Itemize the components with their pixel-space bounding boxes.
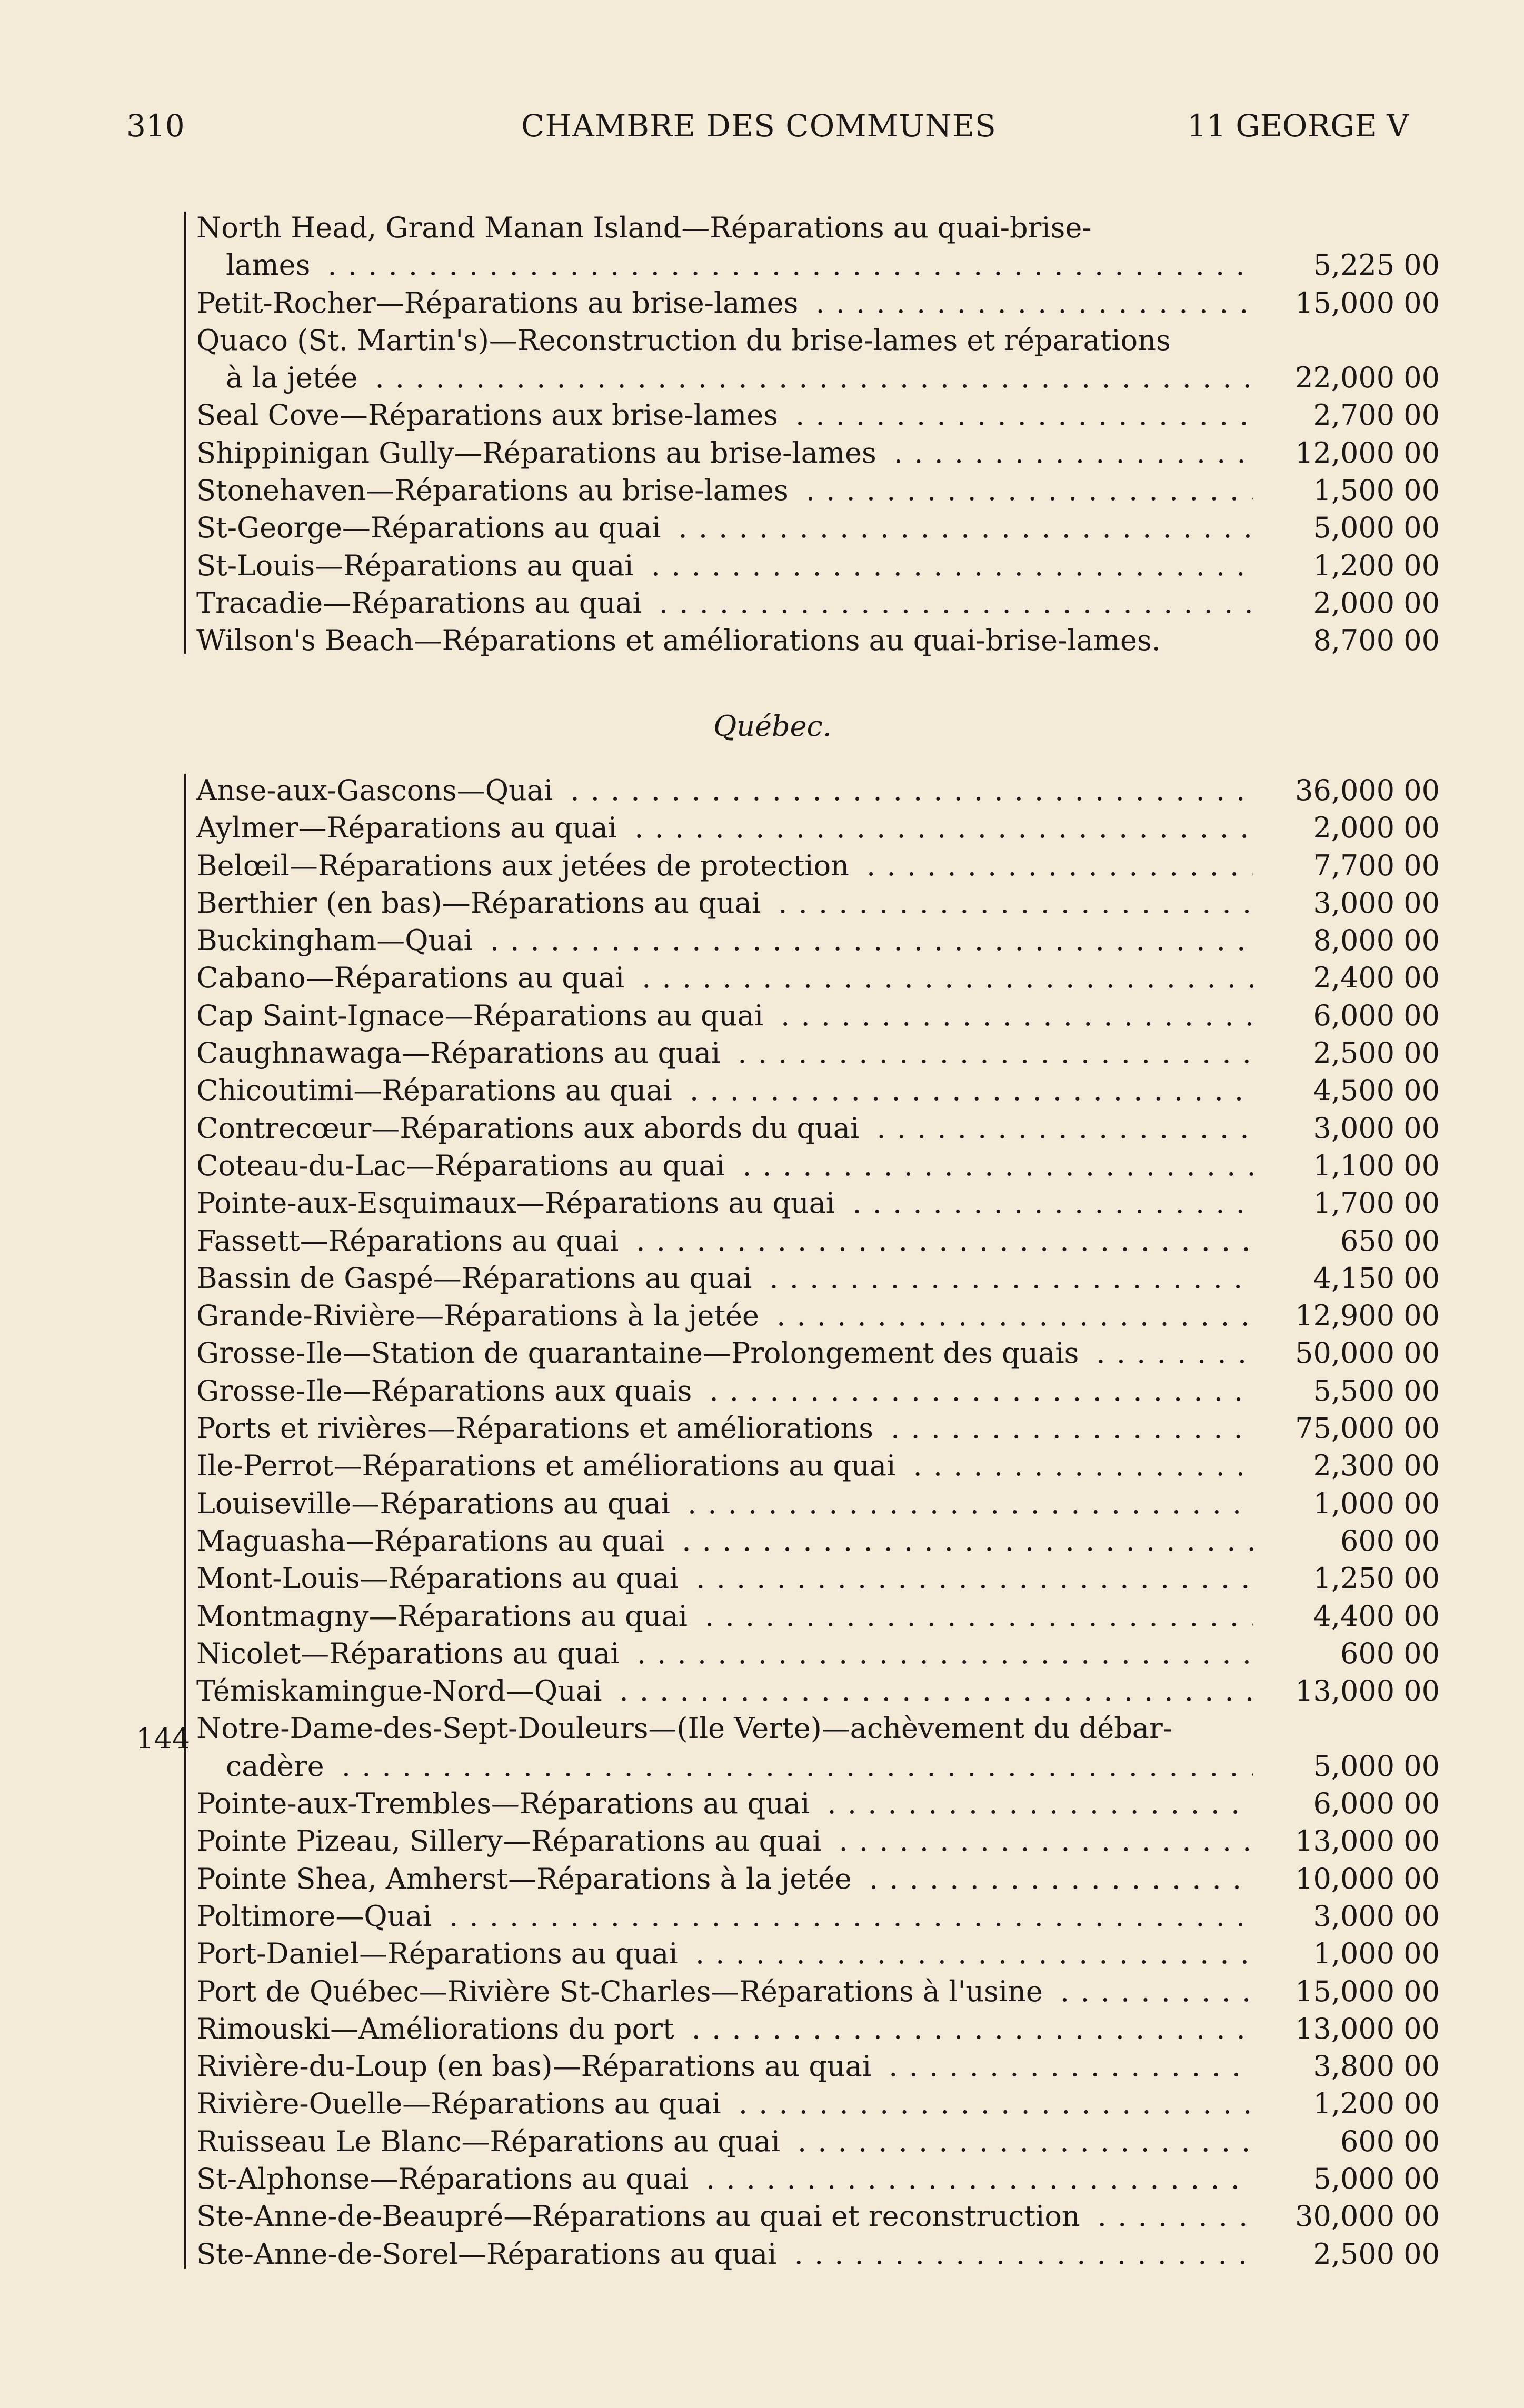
table-row xyxy=(187,2123,1450,2160)
row-description-text: Berthier (en bas)—Réparations au quai xyxy=(196,886,768,920)
row-description xyxy=(196,959,1253,996)
row-description-text: Nicolet—Réparations au quai xyxy=(196,1637,627,1670)
row-description-text: Buckingham—Quai xyxy=(196,924,480,957)
table-row xyxy=(187,359,1450,396)
row-description-text: Ports et rivières—Réparations et améliorations xyxy=(196,1412,881,1445)
table-row xyxy=(187,509,1450,546)
row-amount: 2,000 00 xyxy=(1313,811,1440,845)
row-description xyxy=(196,1710,1253,1747)
row-description-text: Caughnawaga—Réparations au quai xyxy=(196,1036,728,1070)
row-amount: 8,000 00 xyxy=(1313,924,1440,957)
row-description-text: Wilson's Beach—Réparations et améliorations au quai-brise-lames. xyxy=(196,624,1168,657)
row-description xyxy=(196,1860,1253,1897)
section-title-quebec: Québec. xyxy=(713,710,832,743)
table-row xyxy=(187,1672,1450,1710)
page-header xyxy=(0,108,1524,166)
row-description xyxy=(196,997,1253,1034)
row-amount: 13,000 00 xyxy=(1295,1674,1440,1708)
row-description-text: lames xyxy=(226,248,317,282)
row-amount: 6,000 00 xyxy=(1313,1787,1440,1821)
row-amount: 30,000 00 xyxy=(1295,2200,1440,2233)
row-description xyxy=(196,2123,1253,2160)
table-row xyxy=(187,2085,1450,2122)
row-description-text: Port de Québec—Rivière St-Charles—Réparations à l'usine xyxy=(196,1975,1050,2008)
row-description xyxy=(196,1897,1253,1935)
row-description xyxy=(196,434,1253,472)
row-amount: 2,500 00 xyxy=(1313,2237,1440,2271)
table-row xyxy=(187,1860,1450,1897)
row-description xyxy=(226,246,1253,284)
row-amount: 4,150 00 xyxy=(1313,1261,1440,1295)
row-description xyxy=(196,809,1253,846)
row-amount: 1,100 00 xyxy=(1313,1148,1440,1182)
table-row xyxy=(187,1785,1450,1822)
row-amount: 4,500 00 xyxy=(1313,1074,1440,1107)
table-row xyxy=(187,922,1450,959)
table-row xyxy=(187,1372,1450,1410)
row-description xyxy=(196,2085,1253,2122)
row-description-text: North Head, Grand Manan Island—Réparations au quai-brise- xyxy=(196,211,1099,244)
row-description-text: Rimouski—Améliorations du port xyxy=(196,2012,682,2045)
row-description-text: Ile-Perrot—Réparations et améliorations au quai xyxy=(196,1449,903,1482)
row-description xyxy=(196,1635,1253,1672)
row-description xyxy=(196,1822,1253,1860)
row-description xyxy=(196,884,1253,922)
row-description xyxy=(196,2010,1253,2047)
row-description-text: Petit-Rocher—Réparations au brise-lames xyxy=(196,286,805,319)
row-amount: 5,000 00 xyxy=(1313,1749,1440,1783)
row-description xyxy=(196,2160,1253,2197)
row-amount: 5,500 00 xyxy=(1313,1374,1440,1407)
row-description xyxy=(196,1072,1253,1109)
row-amount: 22,000 00 xyxy=(1295,361,1440,395)
table-row xyxy=(187,1034,1450,1072)
row-description-text: Grosse-Ile—Réparations aux quais xyxy=(196,1374,699,1407)
table-row xyxy=(187,1447,1450,1484)
row-description xyxy=(196,1597,1253,1635)
row-amount: 12,000 00 xyxy=(1295,436,1440,469)
table-row xyxy=(187,1747,1450,1785)
table-row xyxy=(187,2010,1450,2047)
row-amount: 1,700 00 xyxy=(1313,1186,1440,1220)
row-description xyxy=(196,1034,1253,1072)
row-description xyxy=(196,1560,1253,1597)
appropriation-table-quebec xyxy=(187,772,1450,2273)
table-row xyxy=(187,622,1450,659)
table-row xyxy=(187,1072,1450,1109)
row-description xyxy=(196,1973,1253,2010)
row-description-text: Coteau-du-Lac—Réparations au quai xyxy=(196,1149,732,1182)
row-amount: 3,000 00 xyxy=(1313,1899,1440,1933)
row-description-text: cadère xyxy=(226,1750,332,1783)
row-amount: 15,000 00 xyxy=(1295,1974,1440,2008)
row-description-text: Anse-aux-Gascons—Quai xyxy=(196,774,560,807)
row-amount: 1,200 00 xyxy=(1313,2087,1440,2121)
row-description xyxy=(196,1485,1253,1522)
row-description-text: Belœil—Réparations aux jetées de protection xyxy=(196,849,856,882)
row-description xyxy=(196,2235,1253,2273)
table-row xyxy=(187,322,1450,359)
table-row xyxy=(187,1297,1450,1334)
table-row xyxy=(187,396,1450,434)
table-row xyxy=(187,547,1450,584)
row-amount: 5,225 00 xyxy=(1313,248,1440,282)
row-description-text: Contrecœur—Réparations aux abords du quai xyxy=(196,1112,866,1145)
row-amount: 75,000 00 xyxy=(1295,1412,1440,1445)
row-description-text: Grosse-Ile—Station de quarantaine—Prolongement des quais xyxy=(196,1336,1086,1370)
row-description xyxy=(196,1522,1253,1560)
row-description xyxy=(196,1222,1253,1260)
vote-number: 144 xyxy=(136,1722,191,1755)
row-description-text: Notre-Dame-des-Sept-Douleurs—(Ile Verte)—achèvement du débar- xyxy=(196,1712,1180,1745)
row-description-text: Aylmer—Réparations au quai xyxy=(196,811,624,844)
row-description xyxy=(196,772,1253,809)
row-description-text: Maguasha—Réparations au quai xyxy=(196,1524,672,1557)
row-description xyxy=(196,509,1253,546)
row-description-text: Cap Saint-Ignace—Réparations au quai xyxy=(196,999,771,1032)
table-row xyxy=(187,1597,1450,1635)
row-description-text: St-George—Réparations au quai xyxy=(196,511,668,544)
row-amount: 5,000 00 xyxy=(1313,2162,1440,2195)
row-amount: 6,000 00 xyxy=(1313,998,1440,1032)
row-amount: 13,000 00 xyxy=(1295,2012,1440,2045)
row-amount: 1,200 00 xyxy=(1313,548,1440,582)
row-amount: 600 00 xyxy=(1340,1524,1440,1557)
table-row xyxy=(187,1260,1450,1297)
row-amount: 10,000 00 xyxy=(1295,1862,1440,1895)
table-row xyxy=(187,284,1450,322)
row-amount: 600 00 xyxy=(1340,1636,1440,1670)
row-amount: 2,300 00 xyxy=(1313,1449,1440,1483)
row-amount: 4,400 00 xyxy=(1313,1599,1440,1633)
row-amount: 1,500 00 xyxy=(1313,474,1440,507)
regnal-year: 11 GEORGE V xyxy=(1187,108,1409,144)
row-description-text: Quaco (St. Martin's)—Reconstruction du brise-lames et réparations xyxy=(196,324,1178,357)
table-row xyxy=(187,1485,1450,1522)
row-amount: 2,000 00 xyxy=(1313,586,1440,620)
table-row xyxy=(187,1222,1450,1260)
row-description-text: Shippinigan Gully—Réparations au brise-lames xyxy=(196,436,884,469)
row-amount: 1,000 00 xyxy=(1313,1937,1440,1971)
table-row xyxy=(187,246,1450,284)
table-row xyxy=(187,1184,1450,1222)
table-row xyxy=(187,809,1450,846)
table-row xyxy=(187,1897,1450,1935)
section-bracket xyxy=(184,774,186,2269)
table-row xyxy=(187,1110,1450,1147)
table-row xyxy=(187,2235,1450,2273)
row-description xyxy=(196,1785,1253,1822)
section-bracket xyxy=(184,212,186,654)
row-description-text: Rivière-du-Loup (en bas)—Réparations au quai xyxy=(196,2050,879,2083)
table-row xyxy=(187,1973,1450,2010)
row-amount: 1,250 00 xyxy=(1313,1562,1440,1595)
row-description xyxy=(196,922,1253,959)
row-description xyxy=(196,1334,1253,1372)
row-description xyxy=(196,584,1253,622)
table-row xyxy=(187,472,1450,509)
row-description-text: Tracadie—Réparations au quai xyxy=(196,586,649,620)
row-amount: 3,800 00 xyxy=(1313,2050,1440,2083)
row-description xyxy=(226,1747,1253,1785)
row-amount: 2,400 00 xyxy=(1313,961,1440,995)
row-description xyxy=(196,1672,1253,1710)
row-description-text: Rivière-Ouelle—Réparations au quai xyxy=(196,2087,729,2120)
row-description-text: Pointe-aux-Esquimaux—Réparations au quai xyxy=(196,1186,842,1220)
table-row xyxy=(187,209,1450,246)
table-row xyxy=(187,847,1450,884)
row-description xyxy=(196,209,1253,246)
row-description-text: St-Louis—Réparations au quai xyxy=(196,549,641,582)
row-description xyxy=(196,622,1253,659)
row-description-text: Bassin de Gaspé—Réparations au quai xyxy=(196,1262,759,1295)
row-description xyxy=(196,322,1253,359)
row-amount: 8,700 00 xyxy=(1313,624,1440,657)
row-description xyxy=(196,472,1253,509)
row-description-text: Cabano—Réparations au quai xyxy=(196,961,632,994)
row-description-text: Poltimore—Quai xyxy=(196,1900,439,1933)
row-amount: 12,900 00 xyxy=(1295,1299,1440,1333)
row-description-text: Pointe Shea, Amherst—Réparations à la jetée xyxy=(196,1862,859,1895)
row-description xyxy=(196,1372,1253,1410)
table-row xyxy=(187,772,1450,809)
table-row xyxy=(187,434,1450,472)
table-row xyxy=(187,1522,1450,1560)
row-amount: 15,000 00 xyxy=(1295,286,1440,319)
row-description-text: Témiskamingue-Nord—Quai xyxy=(196,1674,609,1707)
row-description xyxy=(226,359,1253,396)
row-description-text: Port-Daniel—Réparations au quai xyxy=(196,1937,685,1970)
row-description-text: Seal Cove—Réparations aux brise-lames xyxy=(196,398,785,432)
table-row xyxy=(187,1334,1450,1372)
row-description xyxy=(196,1260,1253,1297)
page-number: 310 xyxy=(126,108,185,144)
row-description xyxy=(196,2197,1253,2235)
row-description-text: Pointe Pizeau, Sillery—Réparations au quai xyxy=(196,1824,829,1857)
table-row xyxy=(187,1147,1450,1184)
running-title: CHAMBRE DES COMMUNES xyxy=(521,108,997,144)
row-amount: 3,000 00 xyxy=(1313,886,1440,920)
table-row xyxy=(187,584,1450,622)
row-description-text: Chicoutimi—Réparations au quai xyxy=(196,1074,680,1107)
row-amount: 1,000 00 xyxy=(1313,1486,1440,1520)
row-amount: 5,000 00 xyxy=(1313,511,1440,545)
row-description xyxy=(196,547,1253,584)
row-description-text: Ruisseau Le Blanc—Réparations au quai xyxy=(196,2125,788,2158)
row-description-text: St-Alphonse—Réparations au quai xyxy=(196,2162,696,2195)
row-amount: 7,700 00 xyxy=(1313,848,1440,882)
table-row xyxy=(187,1935,1450,1972)
table-row xyxy=(187,1710,1450,1747)
table-row xyxy=(187,2197,1450,2235)
row-description-text: Grande-Rivière—Réparations à la jetée xyxy=(196,1299,766,1332)
row-description-text: à la jetée xyxy=(226,361,365,394)
row-amount: 650 00 xyxy=(1340,1224,1440,1257)
row-amount: 2,700 00 xyxy=(1313,398,1440,432)
row-description xyxy=(196,1184,1253,1222)
row-amount: 13,000 00 xyxy=(1295,1824,1440,1858)
table-row xyxy=(187,2047,1450,2085)
appropriation-table-nb xyxy=(187,209,1450,660)
row-description xyxy=(196,1110,1253,1147)
row-description-text: Montmagny—Réparations au quai xyxy=(196,1600,695,1633)
row-amount: 600 00 xyxy=(1340,2124,1440,2158)
row-description xyxy=(196,1447,1253,1484)
row-amount: 2,500 00 xyxy=(1313,1036,1440,1070)
row-description-text: Fassett—Réparations au quai xyxy=(196,1224,626,1257)
table-row xyxy=(187,959,1450,996)
row-description xyxy=(196,1297,1253,1334)
row-amount: 36,000 00 xyxy=(1295,774,1440,807)
row-description-text: Mont-Louis—Réparations au quai xyxy=(196,1562,686,1595)
row-description-text: Louiseville—Réparations au quai xyxy=(196,1487,678,1520)
row-amount: 3,000 00 xyxy=(1313,1111,1440,1145)
row-description xyxy=(196,2047,1253,2085)
row-amount: 50,000 00 xyxy=(1295,1336,1440,1370)
row-description-text: Pointe-aux-Trembles—Réparations au quai xyxy=(196,1787,817,1820)
row-description-text: Ste-Anne-de-Sorel—Réparations au quai xyxy=(196,2237,784,2271)
table-row xyxy=(187,997,1450,1034)
table-row xyxy=(187,1560,1450,1597)
row-description-text: Ste-Anne-de-Beaupré—Réparations au quai et reconstruction xyxy=(196,2200,1088,2233)
table-row xyxy=(187,884,1450,922)
row-description xyxy=(196,284,1253,322)
table-row xyxy=(187,2160,1450,2197)
row-description xyxy=(196,847,1253,884)
row-description xyxy=(196,1147,1253,1184)
table-row xyxy=(187,1635,1450,1672)
row-description xyxy=(196,396,1253,434)
row-description xyxy=(196,1935,1253,1972)
row-description xyxy=(196,1410,1253,1447)
table-row xyxy=(187,1410,1450,1447)
row-description-text: Stonehaven—Réparations au brise-lames xyxy=(196,474,796,507)
table-row xyxy=(187,1822,1450,1860)
